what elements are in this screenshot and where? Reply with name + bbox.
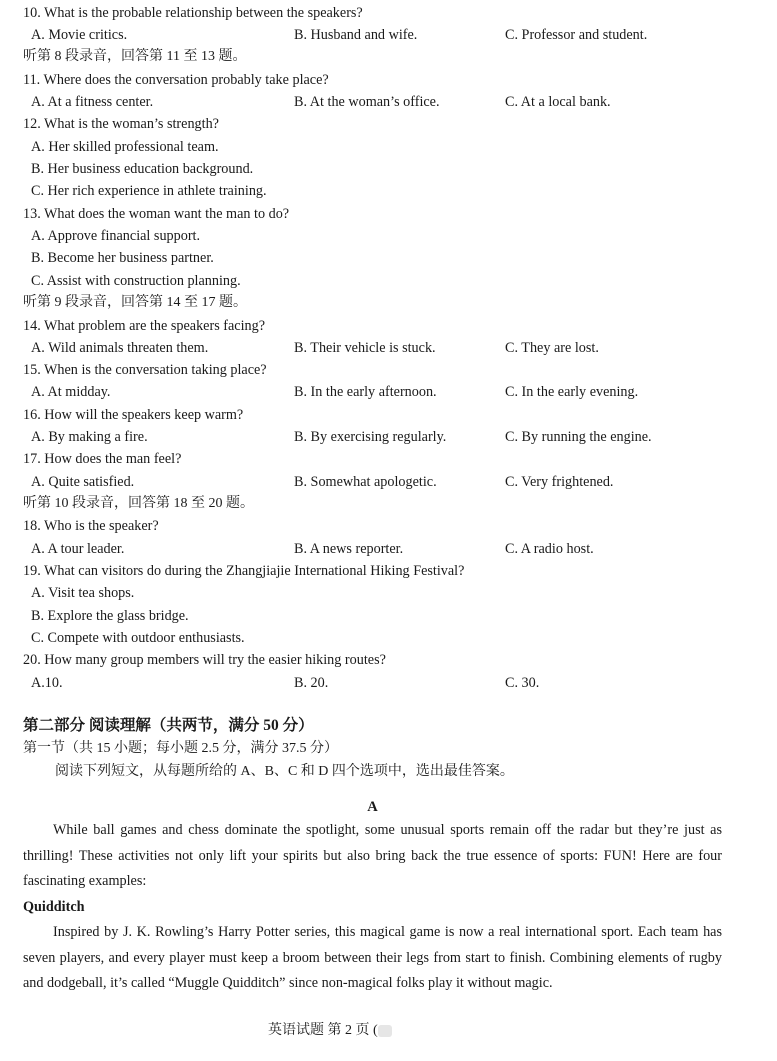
question-14-stem: 14. What problem are the speakers facing? bbox=[23, 318, 266, 334]
page-footer bbox=[268, 1019, 392, 1039]
question-18-option-a: A. A tour leader. bbox=[31, 541, 125, 557]
passage-body: Inspired by J. K. Rowling’s Harry Potter series, this magical game is now a real international sport. Each team has seven players, and every player must keep a broom between their legs from start to finish. Combining elements of rugby and dodgeball, it’s called “Muggle Quidditch” since non-magical folks play it without magic. bbox=[23, 924, 722, 991]
passage-heading: Quidditch bbox=[23, 899, 85, 915]
question-14-option-b: B. Their vehicle is stuck. bbox=[294, 340, 436, 356]
question-19-option-c: C. Compete with outdoor enthusiasts. bbox=[31, 630, 245, 646]
question-17-stem: 17. How does the man feel? bbox=[23, 451, 182, 467]
question-15-option-c: C. In the early evening. bbox=[505, 384, 639, 400]
question-15-option-b: B. In the early afternoon. bbox=[294, 384, 437, 400]
footer-text: 英语试题 第 2 页 ( bbox=[268, 1023, 378, 1038]
question-20-option-a: A.10. bbox=[31, 675, 63, 691]
page-corner-icon bbox=[378, 1025, 392, 1037]
section-1-title: 第一节（共 15 小题；每小题 2.5 分，满分 37.5 分） bbox=[23, 741, 338, 756]
segment-9-instruction: 听第 9 段录音，回答第 14 至 17 题。 bbox=[23, 295, 247, 310]
question-11-option-b: B. At the woman’s office. bbox=[294, 94, 440, 110]
question-17-option-a: A. Quite satisfied. bbox=[31, 474, 135, 490]
question-18-option-c: C. A radio host. bbox=[505, 541, 594, 557]
question-13-option-b: B. Become her business partner. bbox=[31, 250, 214, 266]
question-10-option-b: B. Husband and wife. bbox=[294, 27, 418, 43]
question-20-option-b: B. 20. bbox=[294, 675, 329, 691]
question-16-option-c: C. By running the engine. bbox=[505, 429, 652, 445]
question-19-option-b: B. Explore the glass bridge. bbox=[31, 608, 189, 624]
question-17-option-c: C. Very frightened. bbox=[505, 474, 614, 490]
question-20-option-c: C. 30. bbox=[505, 675, 540, 691]
question-13-option-c: C. Assist with construction planning. bbox=[31, 273, 241, 289]
question-11-stem: 11. Where does the conversation probably take place? bbox=[23, 72, 329, 88]
question-12-option-a: A. Her skilled professional team. bbox=[31, 139, 219, 155]
question-19-option-a: A. Visit tea shops. bbox=[31, 585, 135, 601]
question-16-stem: 16. How will the speakers keep warm? bbox=[23, 407, 244, 423]
question-11-option-a: A. At a fitness center. bbox=[31, 94, 154, 110]
question-16-option-a: A. By making a fire. bbox=[31, 429, 148, 445]
question-16-option-b: B. By exercising regularly. bbox=[294, 429, 447, 445]
question-14-option-a: A. Wild animals threaten them. bbox=[31, 340, 209, 356]
reading-directions: 阅读下列短文，从每题所给的 A、B、C 和 D 四个选项中，选出最佳答案。 bbox=[55, 764, 514, 779]
passage-label: A bbox=[367, 799, 378, 815]
segment-10-instruction: 听第 10 段录音，回答第 18 至 20 题。 bbox=[23, 496, 254, 511]
question-11-option-c: C. At a local bank. bbox=[505, 94, 611, 110]
segment-8-instruction: 听第 8 段录音，回答第 11 至 13 题。 bbox=[23, 49, 247, 64]
question-10-option-c: C. Professor and student. bbox=[505, 27, 648, 43]
question-10-option-a: A. Movie critics. bbox=[31, 27, 128, 43]
question-14-option-c: C. They are lost. bbox=[505, 340, 599, 356]
question-19-stem: 19. What can visitors do during the Zhangjiajie International Hiking Festival? bbox=[23, 563, 465, 579]
part-2-title: 第二部分 阅读理解（共两节，满分 50 分） bbox=[23, 717, 314, 734]
passage-intro: While ball games and chess dominate the spotlight, some unusual sports remain off the radar but they’re just as thrilling! These activities not only lift your spirits but also bring back the true essence of sports: FUN! Here are four fascinating examples: bbox=[23, 822, 722, 889]
question-12-stem: 12. What is the woman’s strength? bbox=[23, 116, 219, 132]
question-15-option-a: A. At midday. bbox=[31, 384, 111, 400]
question-18-option-b: B. A news reporter. bbox=[294, 541, 404, 557]
question-12-option-c: C. Her rich experience in athlete training. bbox=[31, 183, 267, 199]
question-17-option-b: B. Somewhat apologetic. bbox=[294, 474, 437, 490]
question-10-stem: 10. What is the probable relationship between the speakers? bbox=[23, 5, 363, 21]
question-20-stem: 20. How many group members will try the easier hiking routes? bbox=[23, 652, 386, 668]
question-15-stem: 15. When is the conversation taking place? bbox=[23, 362, 267, 378]
question-12-option-b: B. Her business education background. bbox=[31, 161, 254, 177]
question-18-stem: 18. Who is the speaker? bbox=[23, 518, 159, 534]
question-13-option-a: A. Approve financial support. bbox=[31, 228, 201, 244]
question-13-stem: 13. What does the woman want the man to do? bbox=[23, 206, 290, 222]
